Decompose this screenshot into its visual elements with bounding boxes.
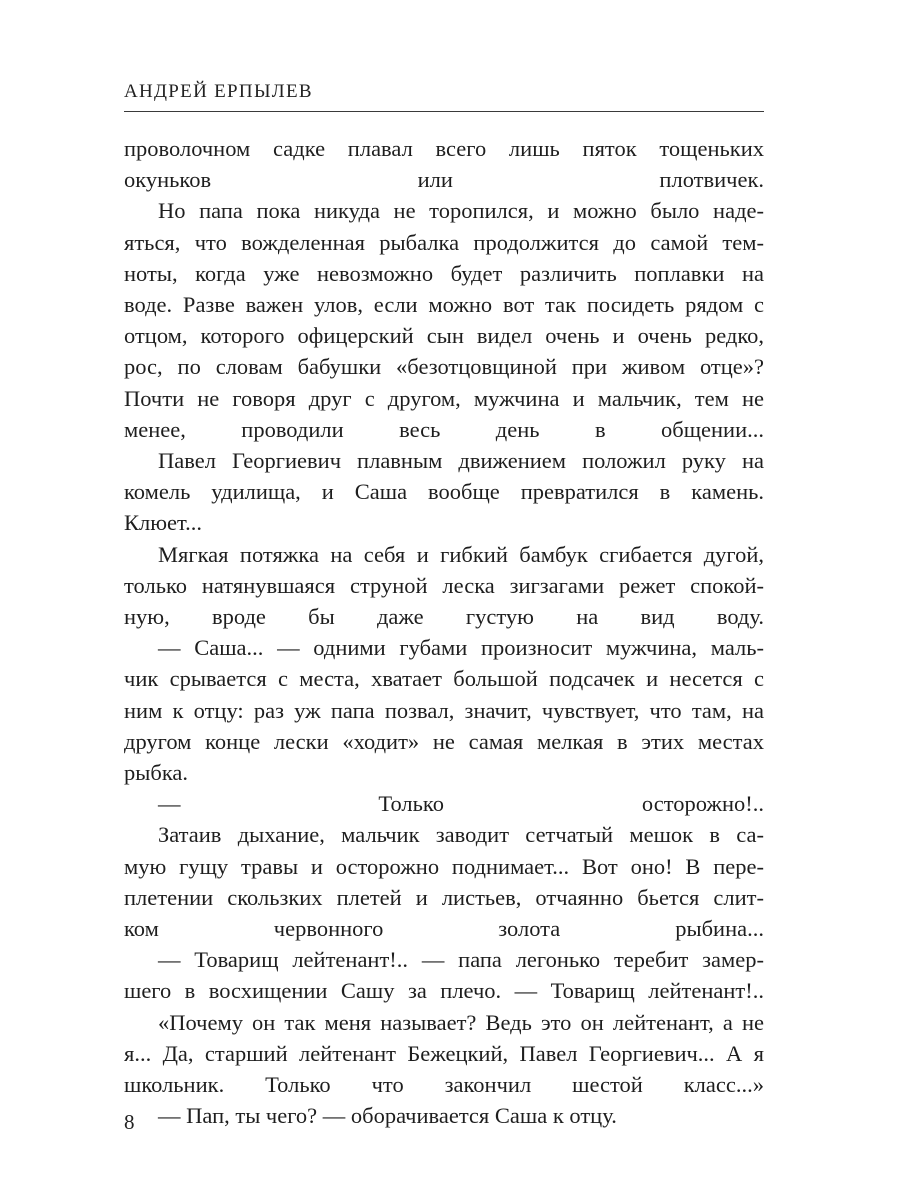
header-rule bbox=[124, 111, 764, 112]
text-line: ним к отцу: раз уж папа позвал, значит, чувствует, что там, на bbox=[124, 697, 764, 723]
text-line: Почти не говоря друг с другом, мужчина и мальчик, тем не bbox=[124, 385, 764, 411]
text-line: мую гущу травы и осторожно поднимает... Вот оно! В пере- bbox=[124, 853, 764, 879]
text-line: яться, что вожделенная рыбалка продолжится до самой тем- bbox=[124, 229, 764, 255]
text-line: рос, по словам бабушки «безотцовщиной при живом отце»? bbox=[124, 354, 764, 380]
text-line: шего в восхищении Сашу за плечо. — Товарищ лейтенант!.. bbox=[124, 978, 764, 1004]
paragraph bbox=[124, 1007, 764, 1101]
text-line: Павел Георгиевич плавным движением положил руку на bbox=[158, 448, 764, 474]
paragraph bbox=[124, 445, 764, 539]
text-line: чик срывается с места, хватает большой подсачек и несется с bbox=[124, 666, 764, 692]
paragraph bbox=[124, 632, 764, 788]
text-line: я... Да, старший лейтенант Бежецкий, Павел Георгиевич... А я bbox=[124, 1040, 764, 1066]
text-line: другом конце лески «ходит» не самая мелкая в этих местах bbox=[124, 728, 764, 754]
page-number: 8 bbox=[124, 1110, 135, 1134]
text-line: — Только осторожно!.. bbox=[158, 791, 764, 817]
paragraph bbox=[124, 819, 764, 944]
text-line: воде. Разве важен улов, если можно вот так посидеть рядом с bbox=[124, 292, 764, 318]
text-line: только натянувшаяся струной леска зигзагами режет спокой- bbox=[124, 572, 764, 598]
text-line: проволочном садке плавал всего лишь пяток тощеньких bbox=[124, 136, 764, 161]
text-line: «Почему он так меня называет? Ведь это он лейтенант, а не bbox=[158, 1009, 764, 1035]
text-line: комель удилища, и Саша вообще превратился в камень. bbox=[124, 479, 764, 505]
text-line: Клюет... bbox=[124, 510, 203, 536]
text-line: рыбка. bbox=[124, 760, 189, 786]
text-line: Но папа пока никуда не торопился, и можно было наде- bbox=[158, 198, 764, 224]
text-line: — Товарищ лейтенант!.. — папа легонько теребит замер- bbox=[158, 947, 764, 973]
text-line: отцом, которого офицерский сын видел очень и очень редко, bbox=[124, 323, 764, 349]
body-text bbox=[124, 133, 764, 1132]
paragraph bbox=[124, 539, 764, 633]
text-line: школьник. Только что закончил шестой класс...» bbox=[124, 1072, 764, 1098]
paragraph bbox=[124, 788, 764, 819]
paragraph-continuation bbox=[124, 133, 764, 195]
text-line: плетении скользких плетей и листьев, отчаянно бьется слит- bbox=[124, 884, 764, 910]
text-line: ную, вроде бы даже густую на вид воду. bbox=[124, 604, 764, 630]
paragraph bbox=[124, 195, 764, 445]
text-line: Мягкая потяжка на себя и гибкий бамбук сгибается дугой, bbox=[158, 541, 764, 567]
text-line: — Саша... — одними губами произносит мужчина, маль- bbox=[158, 635, 764, 661]
text-line: Затаив дыхание, мальчик заводит сетчатый мешок в са- bbox=[158, 822, 764, 848]
paragraph bbox=[124, 944, 764, 1006]
paragraph bbox=[124, 1100, 764, 1131]
text-line: ком червонного золота рыбина... bbox=[124, 916, 764, 942]
running-head-author: АНДРЕЙ ЕРПЫЛЕВ bbox=[124, 81, 313, 102]
text-line: менее, проводили весь день в общении... bbox=[124, 416, 764, 442]
text-line: окуньков или плотвичек. bbox=[124, 167, 764, 193]
text-line: ноты, когда уже невозможно будет различить поплавки на bbox=[124, 260, 764, 286]
text-line: — Пап, ты чего? — оборачивается Саша к отцу. bbox=[158, 1103, 617, 1129]
